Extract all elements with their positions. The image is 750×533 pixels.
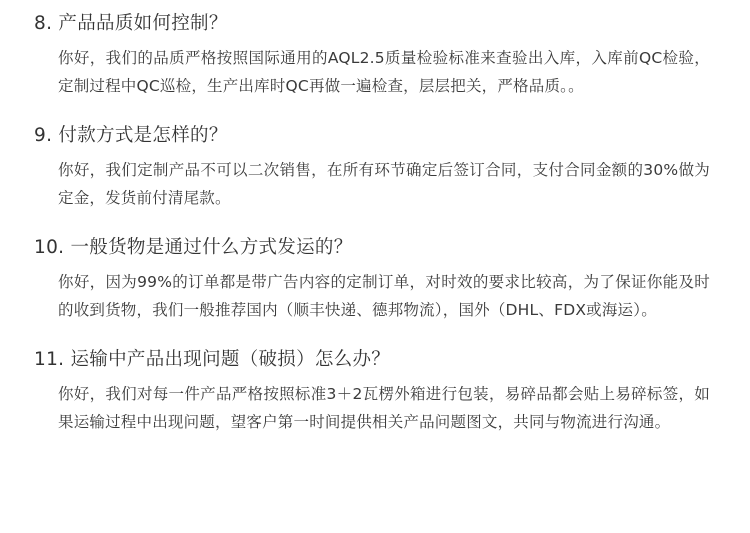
faq-answer: 你好，我们定制产品不可以二次销售，在所有环节确定后签订合同，支付合同金额的30%做为定金，发货前付清尾款。 xyxy=(58,160,710,208)
faq-item xyxy=(30,122,720,212)
faq-question: 8. 产品品质如何控制？ xyxy=(34,13,228,34)
faq-item xyxy=(30,346,720,436)
faq-item xyxy=(30,10,720,100)
faq-answer: 你好，我们对每一件产品严格按照标准3＋2瓦楞外箱进行包装，易碎品都会贴上易碎标签，如果运输过程中出现问题，望客户第一时间提供相关产品问题图文，共同与物流进行沟通。 xyxy=(58,385,710,432)
faq-item xyxy=(30,234,720,324)
faq-question: 9. 付款方式是怎样的？ xyxy=(34,125,228,147)
faq-answer: 你好，因为99%的订单都是带广告内容的定制订单，对时效的要求比较高，为了保证你能及时的收到货物，我们一般推荐国内（顺丰快递、德邦物流），国外（DHL、FDX或海运）。 xyxy=(58,273,710,320)
faq-question: 10. 一般货物是通过什么方式发运的？ xyxy=(34,237,353,259)
faq-answer: 你好，我们的品质严格按照国际通用的AQL2.5质量检验标准来查验出入库，入库前QC检验，定制过程中QC巡检，生产出库时QC再做一遍检查，层层把关，严格品质。。 xyxy=(58,48,710,95)
faq-question: 11. 运输中产品出现问题（破损）怎么办？ xyxy=(34,349,391,371)
